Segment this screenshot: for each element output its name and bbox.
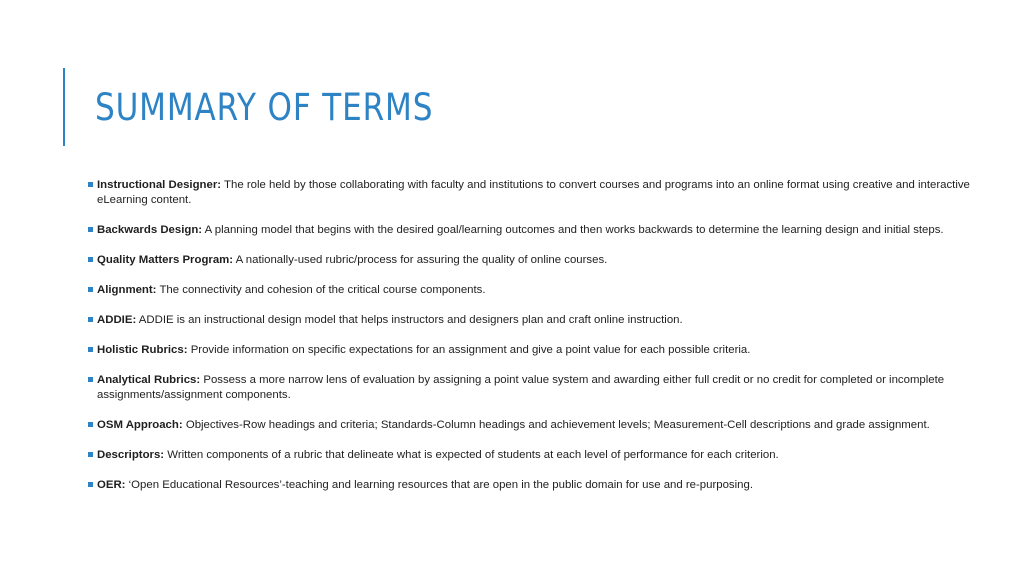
term-definition: A nationally-used rubric/process for assuring the quality of online courses. bbox=[235, 254, 608, 266]
term-definition: The role held by those collaborating with faculty and institutions to convert courses and programs into an online format using creative and interactive eLearning content. bbox=[97, 179, 970, 206]
term-item-descriptors bbox=[88, 448, 993, 463]
square-bullet-icon bbox=[88, 452, 93, 457]
term-definition: A planning model that begins with the desired goal/learning outcomes and then works backwards to determine the learning design and initial steps. bbox=[204, 224, 944, 236]
term-item-holistic-rubrics bbox=[88, 343, 993, 358]
square-bullet-icon bbox=[88, 287, 93, 292]
term-definition: Possess a more narrow lens of evaluation by assigning a point value system and awarding either full credit or no credit for completed or incomplete assignments/assignment components. bbox=[97, 374, 945, 401]
term-name: Descriptors: bbox=[97, 449, 165, 461]
term-item-osm-approach bbox=[88, 418, 993, 433]
term-item-addie bbox=[88, 313, 993, 328]
square-bullet-icon bbox=[88, 377, 93, 382]
term-item-analytical-rubrics bbox=[88, 373, 993, 403]
term-name: Alignment: bbox=[97, 284, 157, 296]
terms-list bbox=[88, 178, 993, 508]
slide-title: SUMMARY OF TERMS bbox=[95, 86, 434, 129]
square-bullet-icon bbox=[88, 257, 93, 262]
term-definition: Written components of a rubric that delineate what is expected of students at each level of performance for each criterion. bbox=[167, 449, 779, 461]
term-name: Instructional Designer: bbox=[97, 179, 222, 191]
term-name: Holistic Rubrics: bbox=[97, 344, 188, 356]
term-item-backwards-design bbox=[88, 223, 993, 238]
term-name: Analytical Rubrics: bbox=[97, 374, 201, 386]
term-definition: Objectives-Row headings and criteria; Standards-Column headings and achievement levels; Measurement-Cell descriptions and grade assignment. bbox=[185, 419, 930, 431]
term-name: Quality Matters Program: bbox=[97, 254, 234, 266]
square-bullet-icon bbox=[88, 422, 93, 427]
term-definition: ADDIE is an instructional design model that helps instructors and designers plan and craft online instruction. bbox=[138, 314, 683, 326]
term-name: OSM Approach: bbox=[97, 419, 183, 431]
square-bullet-icon bbox=[88, 347, 93, 352]
term-definition: ‘Open Educational Resources’-teaching and learning resources that are open in the public domain for use and re-purposing. bbox=[128, 479, 753, 491]
term-definition: The connectivity and cohesion of the critical course components. bbox=[159, 284, 486, 296]
term-name: Backwards Design: bbox=[97, 224, 203, 236]
square-bullet-icon bbox=[88, 227, 93, 232]
term-item-instructional-designer bbox=[88, 178, 993, 208]
square-bullet-icon bbox=[88, 482, 93, 487]
term-definition: Provide information on specific expectations for an assignment and give a point value for each possible criteria. bbox=[190, 344, 751, 356]
term-item-alignment bbox=[88, 283, 993, 298]
term-item-quality-matters bbox=[88, 253, 993, 268]
term-name: OER: bbox=[97, 479, 126, 491]
term-name: ADDIE: bbox=[97, 314, 137, 326]
term-item-oer bbox=[88, 478, 993, 493]
square-bullet-icon bbox=[88, 182, 93, 187]
square-bullet-icon bbox=[88, 317, 93, 322]
title-accent-bar bbox=[63, 68, 65, 146]
